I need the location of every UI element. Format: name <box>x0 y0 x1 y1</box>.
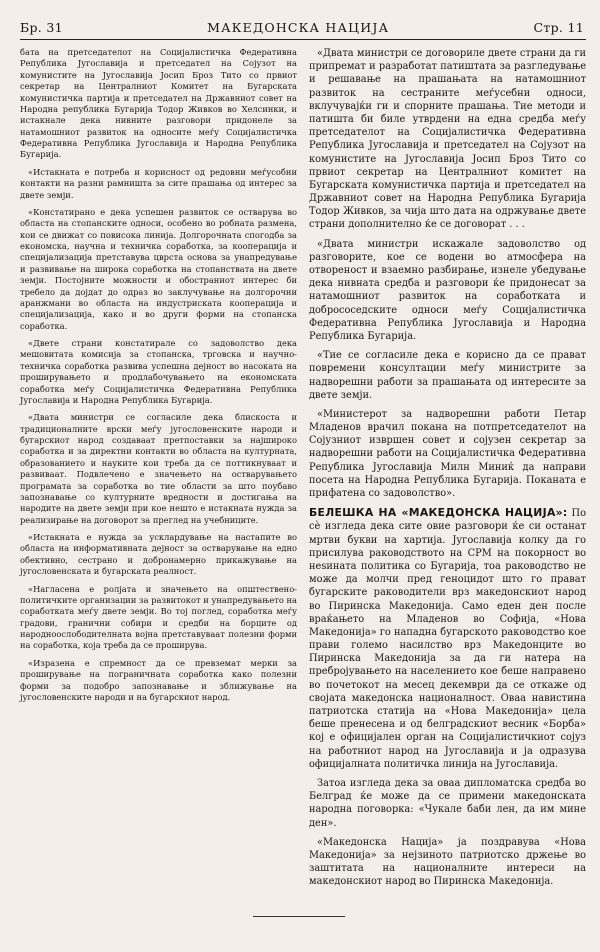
end-rule-divider <box>253 916 345 917</box>
paragraph: «Тие се согласиле дека е корисно да се прават повремени консултации меѓу министрите за надворешни работи за прашањата од интересите за двете земји. <box>309 350 586 401</box>
issue-number: Бр. 31 <box>20 20 63 35</box>
right-column <box>309 47 586 894</box>
paragraph: «Изразена е спремност да се превземат мерки за проширување на пограничната соработка како полезни форми за подобро запознавање и зближување на југословенските народи и на бугарскиот народ. <box>20 657 297 702</box>
paragraph: «Двете страни констатирале со задоволство дека мешовитата комисија за стопанска, трговска и научно-техничка соработка развива успешна дејност во насоката на проширувањето и продлабочувањето на економската соработка меѓу Социјалистичка Федеративна Република Југославија и Народна Република Бугарија. <box>20 338 297 405</box>
paragraph: «Истакната е нужда за усклардување на настапите во областа на информативната дејност за остварување на едно обективно, сестрано и добронамерно прикажување на југословенската и бугарската реалност. <box>20 532 297 577</box>
editorial-note-heading: БЕЛЕШКА НА «МАКЕДОНСКА НАЦИЈА»: <box>309 506 568 520</box>
paragraph: «Двата министри се договориле двете страни да ги припремат и разработат патиштата за разгледување и решавање на прашањата на натамошниот развиток на сестраните меѓусебни односи, вклучувајќи ги и спорните прашања. Тие методи и патишта би биле утврдени на една средба меѓу претседателот на Социјалистичка Федеративна Република Југославија и претседател на Сојузот на комунистите на Југославија Јосип Броз Тито со првиот секретар на Централниот комитет на Бугарската комунистичка партија и претседател на Државниот совет на Народна Република Бугарија Тодор Живков, за чија што дата на одржување двете страни дополнително ќе се договорат . . . <box>309 48 586 231</box>
paragraph: «Двата министри се согласиле дека блискоста и традиционалните врски меѓу југословенските народи и бугарскиот народ создаваат претпоставки за најшироко соработка и за директни контакти во областа на културната, образованието и науките кои треба да се поттикнуваат и развиваат. Подвлечено е значењето на остварувањето програмата за соработка во тие области за што поубаво запознавање со културните вредности и достигања на народите на двете земји при кое нешто е истакната нужда за реализирање на договорот за преглед на учебниците. <box>20 412 297 525</box>
page-header <box>20 20 586 40</box>
paragraph: «Нагласена е ролјата и значењето на општествено-политичките организации за развитокот и унапредувањето на соработката меѓу двете земји. Во тој поглед, соработка меѓу градови, гранични собири и средби на борците од народноослободителната војна претставуваат полезни форми на соработка, која треба да се проширува. <box>20 583 297 651</box>
editorial-note-text: По сè изгледа дека сите овие разговори ќе си останат мртви букви на хартија. Југославија колку да го присилува раководството на СРМ на покорност во неѕината политика со Бугарија, тоа раководство не може да молчи пред геноцидот што го прават бугарските раководители врз македонскиот народ во Пиринска Македонија. Само еден ден после враќањето на Младенов во Софија, «Нова Македонија» го нападна бугарското раководство кое прави големо насилство врз Македонците во Пиринска Македонија за да ги натера на пребројувањето на населението кое беше направено во почетокот на месец декември да се откаже од својата македонска националност. Оваа навистина патриотска статија на «Нова Македонија» цела беше пренесена и од белградскиот весник «Борба» кој е официјален орган на Социјалистичкиот сојуз на работниот народ на Југославија и ја одразува официјалната политичка линија на Југославија. <box>309 508 586 770</box>
article-columns <box>20 47 586 894</box>
publication-title: МАКЕДОНСКА НАЦИЈА <box>207 20 390 35</box>
paragraph: «Истакната е потреба и корисност од редовни меѓусобни контакти на разни рамништа за сите прашања од интерес за двете земји. <box>20 166 297 200</box>
page-number: Стр. 11 <box>533 20 584 35</box>
paragraph: «Констатирано е дека успешен развиток се остварува во областа на стопанските односи, особено во робната размена, кои се движат со повисока линија. Долгорочната спогодба за економска, научна и техничка соработка, за кооперација и специјализација претставува цврста основа за унапредување и развивање на широка соработка на стопанствата на двете земји. Постојните можности и обостраниот интерес би требело да дојдат до одраз во заклучување на долгорочни аранжмани во областа на индустриската кооперација и специјализација, како и во други форми на стопанска соработка. <box>20 206 297 331</box>
paragraph: «Двата министри искажале задоволство од разговорите, кое се водени во атмосфера на отвореност и взаемно разбирање, изнеле убедување дека нивната средба и разговори ќе придонесат за натамошниот развиток на соработката и добрососедските односи меѓу Социјалистичка Федеративна Република Југославија и Народна Република Бугарија. <box>309 238 586 342</box>
paragraph: Затоа изгледа дека за оваа дипломатска средба во Белград ќе може да се примени македонската народна поговорка: «Чукале баби лен, да им мине ден». <box>309 777 586 829</box>
editorial-note-paragraph <box>309 506 586 771</box>
paragraph: бата на претседателот на Социјалистичка Федеративна Република Југославија и претседател на Сојузот на комунистите на Југославија Јосип Броз Тито со првиот секретар на Централниот Комитет на Бугарската комунистичка партија и претседател на Државниот совет на Народна република Бугарија Тодор Живков во Хелсинки, и истакнале дека нивните разговори придонеле за натамошниот развиток на односите меѓу Социјалистичка Федеративна Република Југославија и Народна Република Бугарија. <box>20 47 297 160</box>
left-column <box>20 47 297 894</box>
paragraph: «Министерот за надворешни работи Петар Младенов врачил покана на потпретседателот на Сојузниот извршен совет и сојузен секретар за надворешни работи на Социјалистичка Федеративна Република Југославија Милн Миниќ да направи посета на Народна Република Бугарија. Поканата е прифатена со задоволство». <box>309 408 586 499</box>
paragraph: «Македонска Нација» ја поздравува «Нова Македонија» за нејзиното патриотско држење во заштитата на националните интереси на македонскиот народ во Пиринска Македонија. <box>309 836 586 888</box>
